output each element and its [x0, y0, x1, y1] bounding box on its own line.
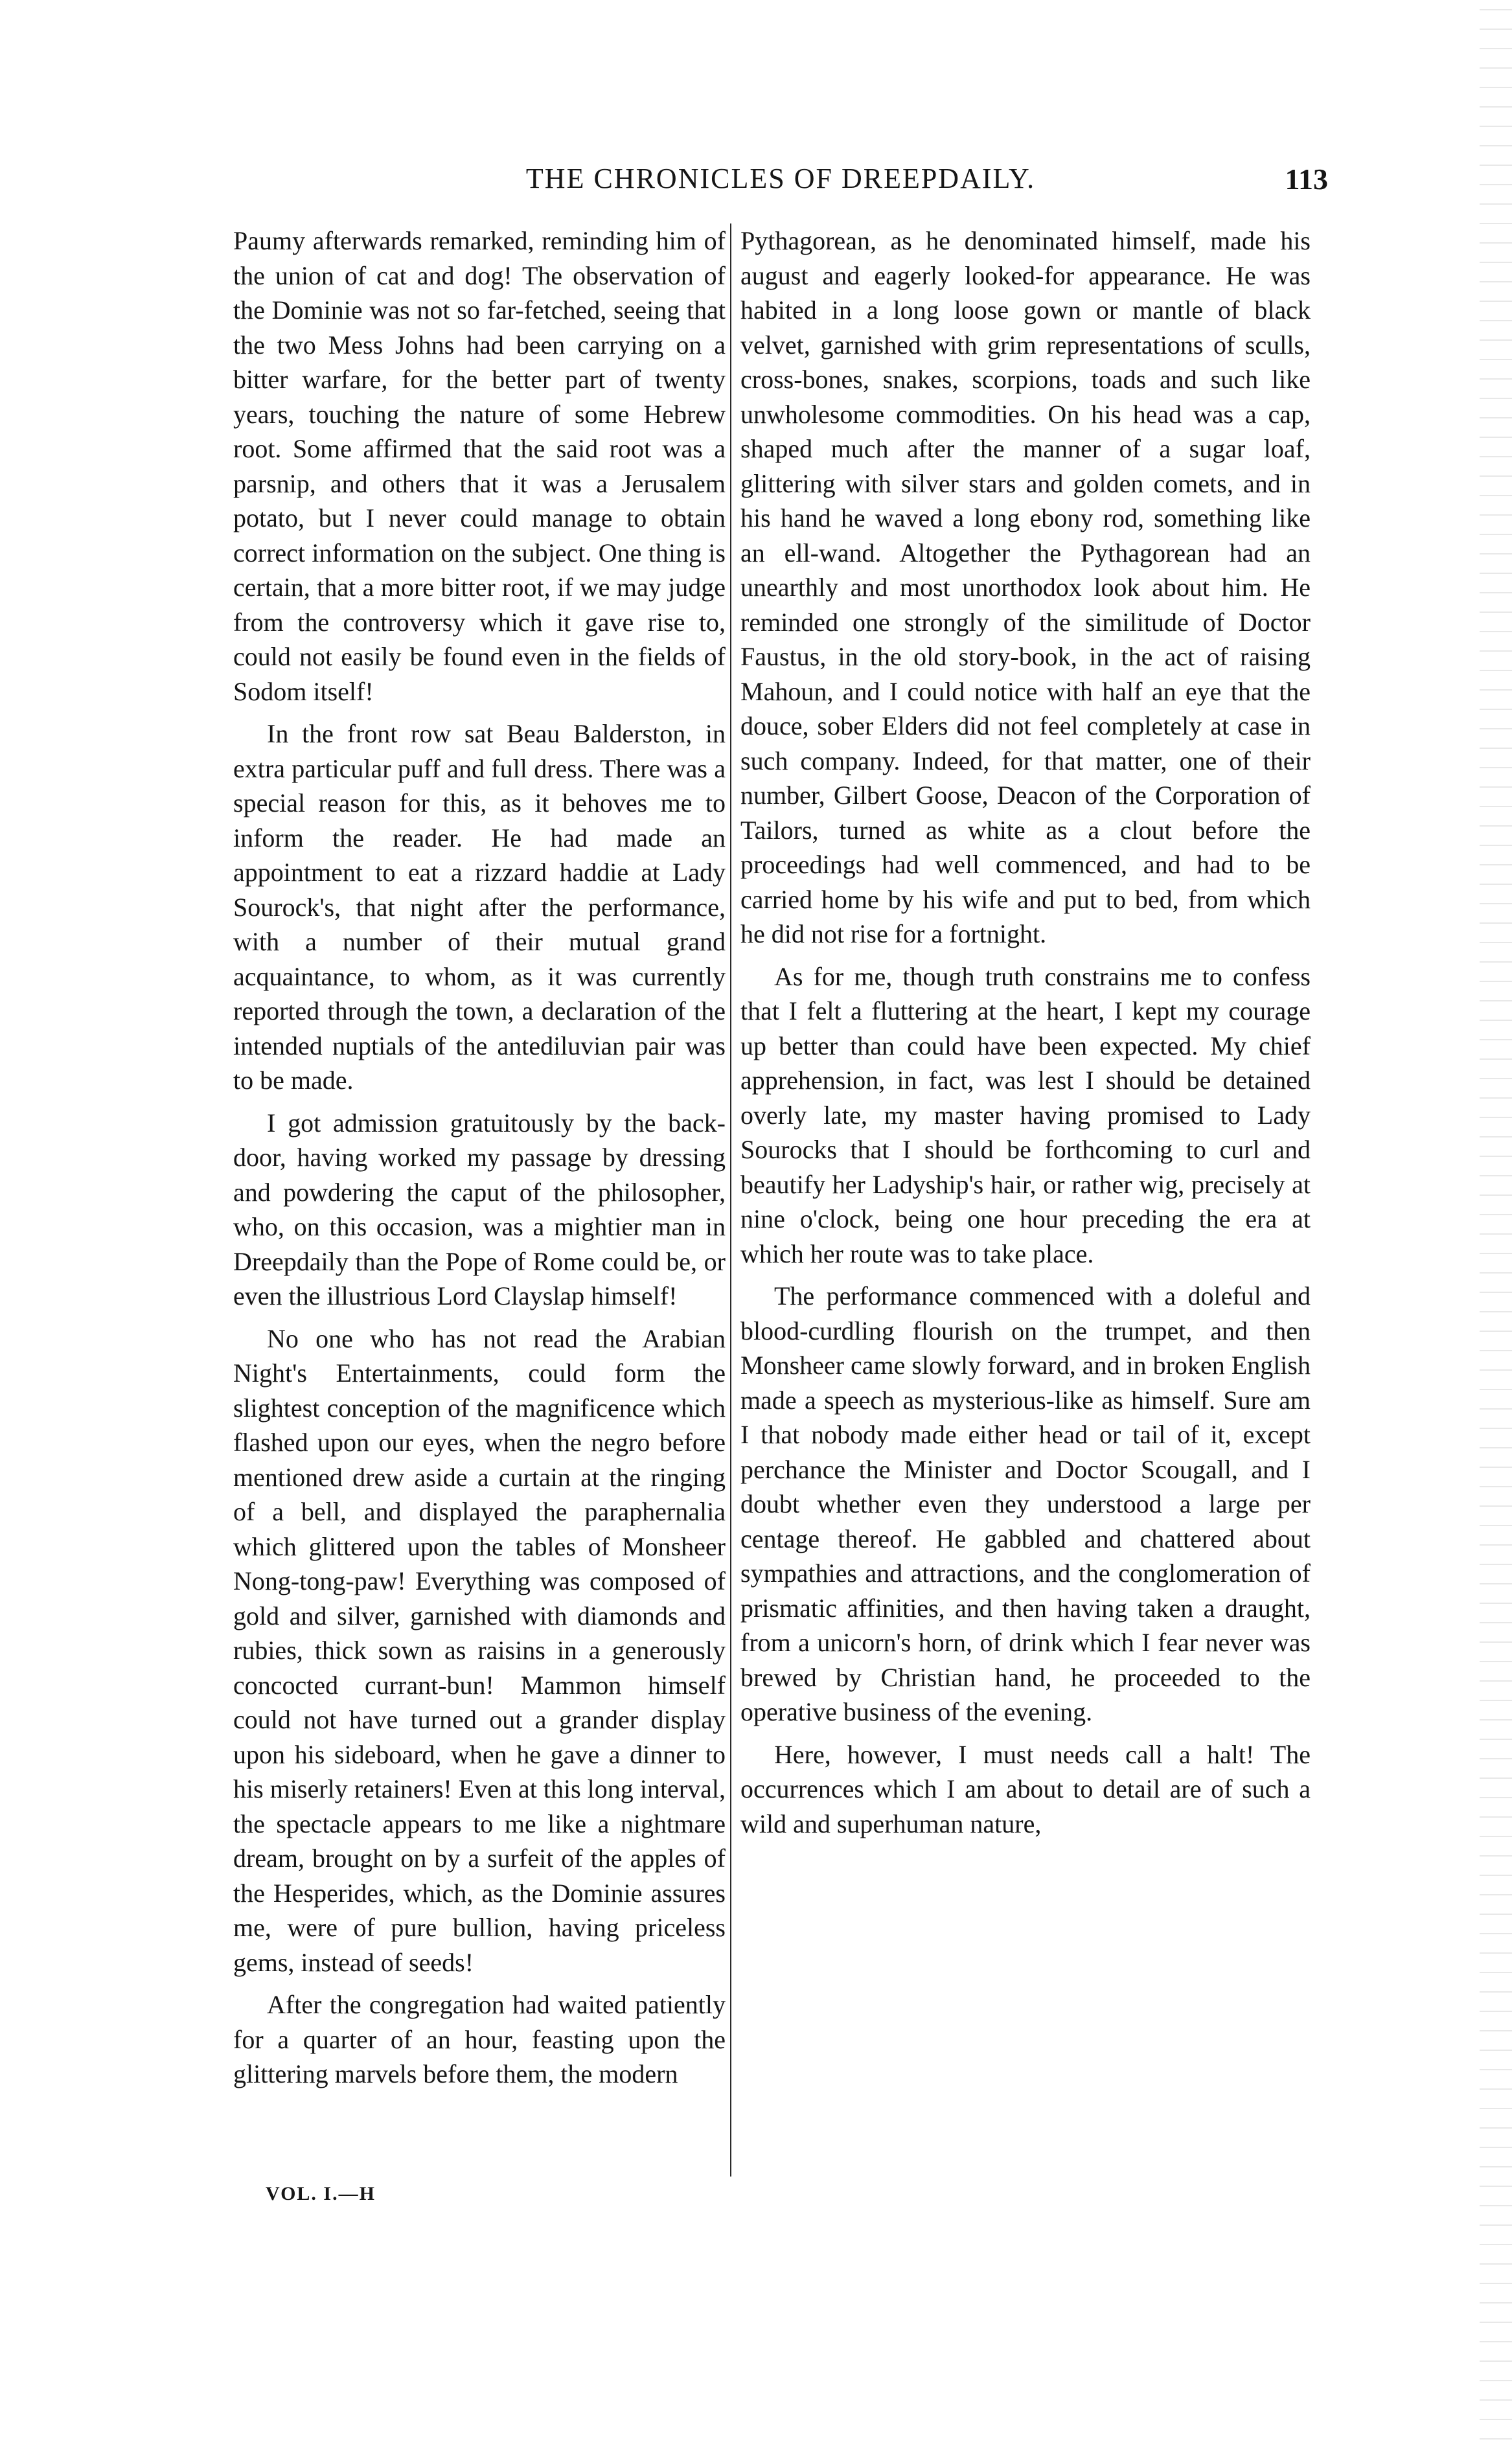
paragraph: The performance commenced with a doleful and blood-curdling flourish on the trumpet, and then Monsheer came slowly forward, and in broken English made a speech as mysterious-like as himself. Sure am I that nobody made either head or tail of it, except perchance the Minister and Doctor Scougall, and I doubt whether even they understood a large per centage thereof. He gabbled and chattered about sympathies and attractions, and the conglomeration of prismatic affinities, and then having taken a draught, from a unicorn's horn, of drink which I fear never was brewed by Christian hand, he proceeded to the operative business of the evening. [740, 1281, 1311, 1726]
paragraph: After the congregation had waited patiently for a quarter of an hour, feasting upon the glittering marvels before them, the modern [233, 1990, 726, 2088]
paragraph: As for me, though truth constrains me to confess that I felt a fluttering at the heart, I kept my courage up better than could have been expected. My chief apprehension, in fact, was lest I should be detained overly late, my master having promised to Lady Sourocks that I should be forthcoming to curl and beautify her Ladyship's hair, or rather wig, precisely at nine o'clock, being one hour preceding the era at which her route was to take place. [740, 961, 1311, 1268]
right-column [740, 223, 1311, 1849]
signature-mark: VOL. I.—H [266, 2183, 376, 2204]
paragraph: I got admission gratuitously by the back-door, having worked my passage by dressing and powdering the caput of the philosopher, who, on this occasion, was a mightier man in Dreepdaily than the Pope of Rome could be, or even the illustrious Lord Clayslap himself! [233, 1108, 726, 1310]
column-divider [730, 223, 731, 2177]
paragraph: No one who has not read the Arabian Night's Entertainments, could form the slightest conception of the magnificence which flashed upon our eyes, when the negro before mentioned drew aside a curtain at the ringing of a bell, and displayed the paraphernalia which glittered upon the tables of Monsheer Nong-tong-paw! Everything was composed of gold and silver, garnished with diamonds and rubies, thick sown as raisins in a generously concocted currant-bun! Mammon himself could not have turned out a grander display upon his sideboard, when he gave a dinner to his miserly retainers! Even at this long interval, the spectacle appears to me like a nightmare dream, brought on by a surfeit of the apples of the Hesperides, which, as the Dominie assures me, were of pure bullion, having priceless gems, instead of seeds! [233, 1323, 726, 1977]
page-number: 113 [1285, 163, 1328, 196]
paragraph: Here, however, I must needs call a halt! The occurrences which I am about to detail are of such a wild and superhuman nature, [740, 1739, 1311, 1838]
paragraph: Pythagorean, as he denominated himself, made his august and eagerly looked-for appearance. He was habited in a long loose gown or mantle of black velvet, garnished with grim representations of sculls, cross-bones, snakes, scorpions, toads and such like unwholesome commodities. On his head was a cap, shaped much after the manner of a sugar loaf, glittering with silver stars and golden comets, and in his hand he waved a long ebony rod, something like an ell-wand. Altogether the Pythagorean had an unearthly and most unorthodox look about him. He reminded one strongly of the similitude of Doctor Faustus, in the old story-book, in the act of raising Mahoun, and I could notice with half an eye that the douce, sober Elders did not feel completely at case in such company. Indeed, for that matter, one of their number, Gilbert Goose, Deacon of the Corporation of Tailors, turned as white as a clout before the proceedings had well commenced, and had to be carried home by his wife and put to bed, from which he did not rise for a fortnight. [740, 226, 1311, 948]
page-edge [1480, 0, 1512, 2446]
paragraph: Paumy afterwards remarked, reminding him of the union of cat and dog! The observation of the Dominie was not so far-fetched, seeing that the two Mess Johns had been carrying on a bitter warfare, for the better part of twenty years, touching the nature of some Hebrew root. Some affirmed that the said root was a parsnip, and others that it was a Jerusalem potato, but I never could manage to obtain correct information on the subject. One thing is certain, that a more bitter root, if we may judge from the controversy which it gave rise to, could not easily be found even in the fields of Sodom itself! [233, 226, 726, 706]
left-column [233, 223, 726, 2099]
running-title: THE CHRONICLES OF DREEPDAILY. [525, 163, 1036, 194]
running-head [233, 162, 1328, 207]
paragraph: In the front row sat Beau Balderston, in extra particular puff and full dress. There was a special reason for this, as it behoves me to inform the reader. He had made an appointment to eat a rizzard haddie at Lady Sourock's, that night after the performance, with a number of their mutual grand acquaintance, to whom, as it was currently reported through the town, a declaration of the intended nuptials of the antediluvian pair was to be made. [233, 719, 726, 1095]
